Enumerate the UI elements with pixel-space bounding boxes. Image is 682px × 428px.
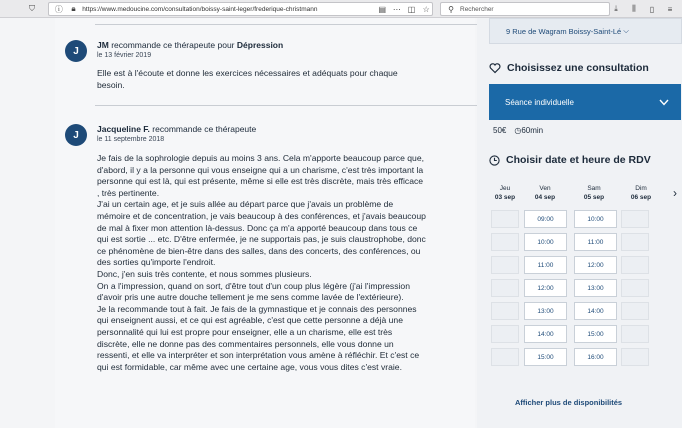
empty-slot [491, 233, 519, 251]
day-header [621, 184, 661, 202]
clock-icon: ◷ [514, 126, 522, 135]
reviews-section [55, 18, 475, 428]
time-slot[interactable]: 13:00 [524, 302, 567, 320]
page-actions-icon[interactable]: ⋯ [392, 4, 401, 14]
empty-slot [491, 348, 519, 366]
review-author: JM [97, 40, 109, 50]
sidebar-icon[interactable]: ▯ [649, 4, 655, 14]
divider [95, 105, 490, 106]
review-paragraph: Je fais de la sophrologie depuis au moins 3 ans. Cela m'apporte beaucoup parce que, d'abord, il y a la personne qui vous enseigne qui a un charisme, c'est très important la personne qui est là, qui est présente, même si elle est très discrète, mais très efficace , très pertinente. [97, 153, 424, 198]
day-header [525, 184, 565, 202]
time-slot[interactable]: 12:00 [524, 279, 567, 297]
consultation-title: Choisissez une consultation [507, 62, 649, 74]
more-availability-link[interactable]: Afficher plus de disponibilités [515, 398, 623, 407]
empty-slot [621, 210, 649, 228]
chevron-right-icon[interactable]: › [673, 186, 677, 200]
time-slot[interactable]: 15:00 [524, 348, 567, 366]
day-date: 06 sep [630, 194, 652, 201]
divider [95, 24, 490, 25]
empty-slot [491, 279, 519, 297]
day-date: 03 sep [494, 194, 516, 201]
review-recommend-text: recommande ce thérapeute pour [111, 40, 235, 50]
review-paragraph: Donc, j'en suis très contente, et nous sommes plusieurs. [97, 268, 312, 279]
library-icon[interactable]: ⫼ [632, 4, 636, 13]
time-slot[interactable]: 16:00 [574, 348, 617, 366]
address-select[interactable] [489, 18, 682, 44]
time-slot[interactable]: 09:00 [524, 210, 567, 228]
reader-view-icon[interactable]: ▤ [378, 4, 386, 14]
time-slot[interactable]: 14:00 [524, 325, 567, 343]
empty-slot [491, 302, 519, 320]
empty-slot [621, 279, 649, 297]
address-bar[interactable] [48, 2, 433, 16]
shield-icon[interactable]: ⛉ [29, 4, 35, 13]
clock-icon [489, 155, 500, 166]
day-header [485, 184, 525, 202]
info-icon[interactable]: ⓘ [54, 4, 63, 14]
seance-select[interactable] [489, 84, 681, 120]
empty-slot [621, 256, 649, 274]
empty-slot [491, 210, 519, 228]
review-paragraph: Je la recommande tout à fait. Je fais de la gymnastique et je connais des personnes qui enseignent aussi, et ce qui est agréable, c'est que cette personne a déjà une personnalité qui lui est propre pour enseigner, elle a un charisme, elle est très discrète, elle ne donne pas des commentaires personnels, elle vous donne un ressenti, et elle va interpréter et son interprétation vous amène à réfléchir. Et c'est ce qui est formidable, car même avec une certaine age, vous vous dites c'est vraie. [97, 303, 420, 372]
avatar: J [65, 124, 87, 146]
review-title [97, 124, 256, 134]
empty-slot [621, 325, 649, 343]
time-slot[interactable]: 13:00 [574, 279, 617, 297]
consultation-heading [489, 62, 649, 74]
date-heading [489, 154, 651, 166]
review-author: Jacqueline F. [97, 124, 150, 134]
day-date: 05 sep [583, 194, 605, 201]
empty-slot [621, 348, 649, 366]
day-name: Sam [587, 185, 601, 192]
day-date: 04 sep [534, 194, 556, 201]
day-name: Jeu [499, 185, 511, 192]
time-slot[interactable]: 14:00 [574, 302, 617, 320]
empty-slot [491, 325, 519, 343]
review-paragraph: On a l'impression, quand on sort, d'être tout d'un coup plus légère (j'ai l'impression d'avoir pris une autre douche tellement je me sens comme lavée de l'extérieure). [97, 280, 410, 303]
duration-value: 60min [521, 126, 544, 135]
seance-label: Séance individuelle [505, 97, 574, 107]
time-slot[interactable]: 10:00 [574, 210, 617, 228]
search-input[interactable] [440, 2, 610, 16]
booking-panel [477, 18, 682, 428]
time-slot[interactable]: 10:00 [524, 233, 567, 251]
day-name: Ven [539, 185, 551, 192]
empty-slot [621, 233, 649, 251]
search-icon: ⚲ [448, 4, 454, 14]
price-duration [493, 126, 543, 135]
price: 50€ [493, 126, 507, 135]
review-date: le 13 février 2019 [97, 52, 152, 59]
browser-toolbar [0, 0, 682, 18]
review-title [97, 40, 283, 50]
avatar: J [65, 40, 87, 62]
download-icon[interactable]: ⤓ [614, 4, 618, 13]
url-text[interactable]: https://www.medoucine.com/consultation/boissy-saint-leger/frederique-christmann [82, 5, 318, 13]
search-placeholder: Rechercher [460, 5, 494, 13]
empty-slot [621, 302, 649, 320]
heart-hands-icon [489, 62, 501, 74]
day-header [574, 184, 614, 202]
review-topic: Dépression [236, 40, 284, 50]
chevron-down-icon: ⌵ [623, 26, 629, 35]
review-body [97, 153, 427, 373]
review-recommend-text: recommande ce thérapeute [152, 124, 257, 134]
review-date: le 11 septembre 2018 [97, 136, 165, 143]
time-slot[interactable]: 11:00 [574, 233, 617, 251]
chevron-down-icon [659, 99, 669, 106]
time-slot[interactable]: 15:00 [574, 325, 617, 343]
review-body [97, 68, 427, 91]
review-paragraph: Elle est à l'écoute et donne les exercices nécessaires et adéquats pour chaque besoin. [97, 68, 398, 90]
address-value: 9 Rue de Wagram Boissy-Saint-Lé [506, 26, 622, 36]
review-paragraph: J'ai un certain age, et je suis allée au départ parce que j'avais un problème de mémoire et de concentration, je vais beaucoup à des conférences, et j'avais beaucoup de mal à fixer mon attention là-dessus. Donc ça m'a apporté beaucoup dans tous ce qui est sortie ... etc. D'être enfermée, je ne supportais pas, je suis claustrophobe, donc ce phénomène de bien-être dans des salles, dans des concerts, des conférences, ou des sorties qu'importe l'endroit. [97, 199, 426, 268]
date-title: Choisir date et heure de RDV [506, 154, 651, 166]
menu-icon[interactable]: ≡ [667, 4, 673, 14]
day-name: Dim [635, 185, 647, 192]
time-slot[interactable]: 12:00 [574, 256, 617, 274]
time-slot[interactable]: 11:00 [524, 256, 567, 274]
empty-slot [491, 256, 519, 274]
pocket-icon[interactable]: ◫ [407, 4, 416, 14]
bookmark-star-icon[interactable]: ☆ [422, 4, 430, 14]
lock-icon: 🔒︎ [71, 4, 76, 13]
duration [514, 126, 543, 135]
